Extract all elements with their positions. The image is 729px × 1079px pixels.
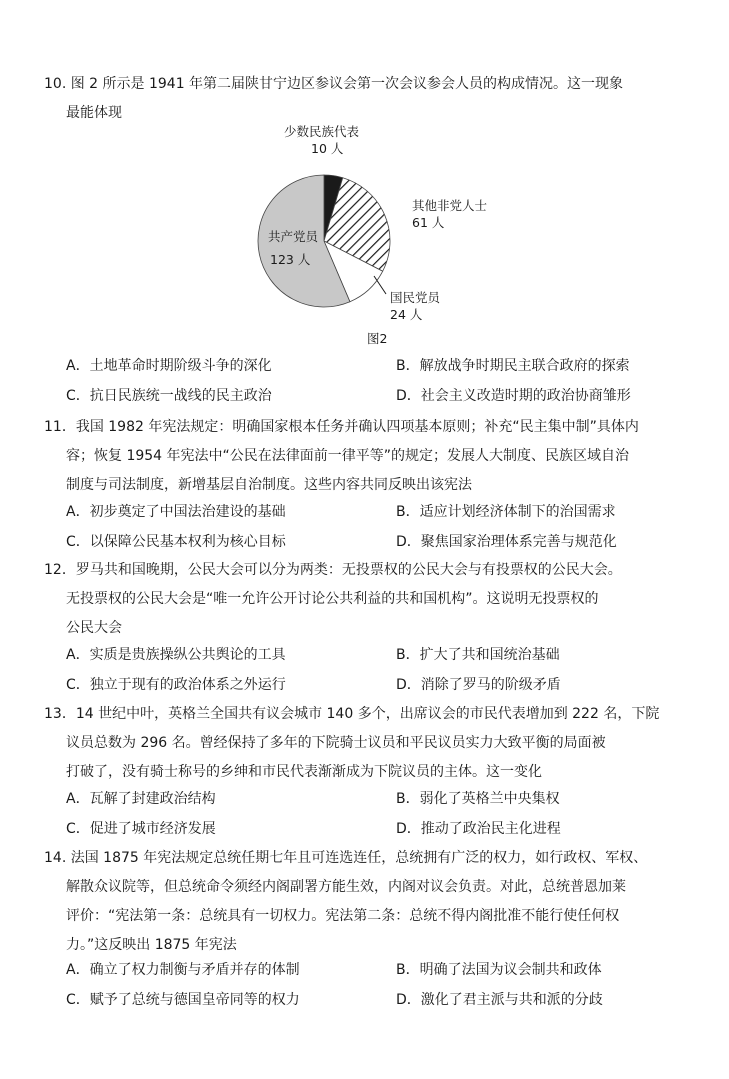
option-d[interactable]: D．聚焦国家治理体系完善与规范化 bbox=[396, 534, 617, 550]
stem-line: 解散众议院等，但总统命令须经内阁副署方能生效，内阁对议会负责。对此，总统普恩加莱 bbox=[66, 879, 626, 895]
pie-label-cpc-count: 123 人 bbox=[270, 252, 311, 267]
kmt-leader-line bbox=[374, 276, 386, 294]
option-a[interactable]: A．瓦解了封建政治结构 bbox=[66, 791, 216, 807]
stem-line: 10. 图 2 所示是 1941 年第二届陕甘宁边区参议会第一次会议参会人员的构成情况。这一现象 bbox=[44, 76, 624, 92]
options-row bbox=[44, 498, 694, 528]
option-c[interactable]: C．独立于现有的政治体系之外运行 bbox=[66, 677, 286, 693]
option-a[interactable]: A．土地革命时期阶级斗争的深化 bbox=[66, 358, 272, 374]
pie-label-other-name: 其他非党人士 bbox=[412, 198, 488, 213]
options-row bbox=[44, 352, 694, 382]
stem-line: 评价：“宪法第一条：总统具有一切权力。宪法第二条：总统不得内阁批准不能行使任何权 bbox=[66, 908, 620, 924]
stem-line: 议员总数为 296 名。曾经保持了多年的下院骑士议员和平民议员实力大致平衡的局面被 bbox=[66, 735, 606, 751]
pie-label-kmt-count: 24 人 bbox=[390, 307, 423, 322]
question-10-options bbox=[44, 352, 694, 412]
options-row bbox=[44, 785, 694, 815]
stem-line: 容；恢复 1954 年宪法中“公民在法律面前一律平等”的规定；发展人大制度、民族区域自治 bbox=[66, 448, 630, 464]
pie-label-other-count: 61 人 bbox=[412, 215, 445, 230]
pie-chart bbox=[256, 124, 476, 349]
stem-line: 无投票权的公民大会是“唯一允许公开讨论公共利益的共和国机构”。这说明无投票权的 bbox=[66, 591, 599, 607]
pie-label-cpc-name: 共产党员 bbox=[268, 229, 319, 244]
pie-label-minority-count: 10 人 bbox=[311, 141, 344, 156]
option-b[interactable]: B．扩大了共和国统治基础 bbox=[396, 647, 560, 663]
option-b[interactable]: B．解放战争时期民主联合政府的探索 bbox=[396, 358, 630, 374]
options-row bbox=[44, 671, 694, 701]
option-d[interactable]: D．激化了君主派与共和派的分歧 bbox=[396, 992, 603, 1008]
options-row bbox=[44, 382, 694, 412]
stem-line: 13．14 世纪中叶，英格兰全国共有议会城市 140 多个，出席议会的市民代表增加到 222 名，下院 bbox=[44, 706, 660, 722]
stem-line: 最能体现 bbox=[66, 105, 122, 121]
options-row bbox=[44, 956, 694, 986]
figure-caption: 图2 bbox=[367, 331, 388, 346]
question-11 bbox=[44, 413, 694, 558]
question-12 bbox=[44, 556, 694, 701]
question-13 bbox=[44, 700, 694, 845]
option-d[interactable]: D．消除了罗马的阶级矛盾 bbox=[396, 677, 561, 693]
question-10 bbox=[44, 70, 694, 128]
option-a[interactable]: A．初步奠定了中国法治建设的基础 bbox=[66, 504, 286, 520]
question-stem bbox=[44, 70, 694, 128]
options-row bbox=[44, 815, 694, 845]
options-row bbox=[44, 986, 694, 1016]
option-c[interactable]: C．以保障公民基本权利为核心目标 bbox=[66, 534, 286, 550]
pie-figure bbox=[256, 124, 488, 349]
option-c[interactable]: C．促进了城市经济发展 bbox=[66, 821, 216, 837]
option-c[interactable]: C．抗日民族统一战线的民主政治 bbox=[66, 388, 272, 404]
options-row bbox=[44, 528, 694, 558]
stem-line: 12．罗马共和国晚期，公民大会可以分为两类：无投票权的公民大会与有投票权的公民大会。 bbox=[44, 562, 622, 578]
option-c[interactable]: C．赋予了总统与德国皇帝同等的权力 bbox=[66, 992, 300, 1008]
question-stem bbox=[44, 700, 694, 787]
option-b[interactable]: B．弱化了英格兰中央集权 bbox=[396, 791, 560, 807]
stem-line: 11．我国 1982 年宪法规定：明确国家根本任务并确认四项基本原则；补充“民主集中制”具体内 bbox=[44, 419, 639, 435]
pie-label-minority-name: 少数民族代表 bbox=[284, 124, 360, 139]
question-stem bbox=[44, 844, 694, 960]
stem-line: 14. 法国 1875 年宪法规定总统任期七年且可连选连任，总统拥有广泛的权力，如行政权、军权、 bbox=[44, 850, 648, 866]
question-stem bbox=[44, 556, 694, 643]
stem-line: 公民大会 bbox=[66, 620, 122, 636]
stem-line: 力。”这反映出 1875 年宪法 bbox=[66, 937, 237, 953]
option-a[interactable]: A．实质是贵族操纵公共舆论的工具 bbox=[66, 647, 286, 663]
option-d[interactable]: D．推动了政治民主化进程 bbox=[396, 821, 561, 837]
question-14 bbox=[44, 844, 694, 1016]
option-d[interactable]: D．社会主义改造时期的政治协商雏形 bbox=[396, 388, 631, 404]
stem-line: 打破了，没有骑士称号的乡绅和市民代表渐渐成为下院议员的主体。这一变化 bbox=[66, 764, 542, 780]
option-b[interactable]: B．明确了法国为议会制共和政体 bbox=[396, 962, 602, 978]
question-stem bbox=[44, 413, 694, 500]
options-row bbox=[44, 641, 694, 671]
option-a[interactable]: A．确立了权力制衡与矛盾并存的体制 bbox=[66, 962, 300, 978]
pie-label-kmt-name: 国民党员 bbox=[390, 290, 441, 305]
stem-line: 制度与司法制度，新增基层自治制度。这些内容共同反映出该宪法 bbox=[66, 477, 472, 493]
option-b[interactable]: B．适应计划经济体制下的治国需求 bbox=[396, 504, 616, 520]
